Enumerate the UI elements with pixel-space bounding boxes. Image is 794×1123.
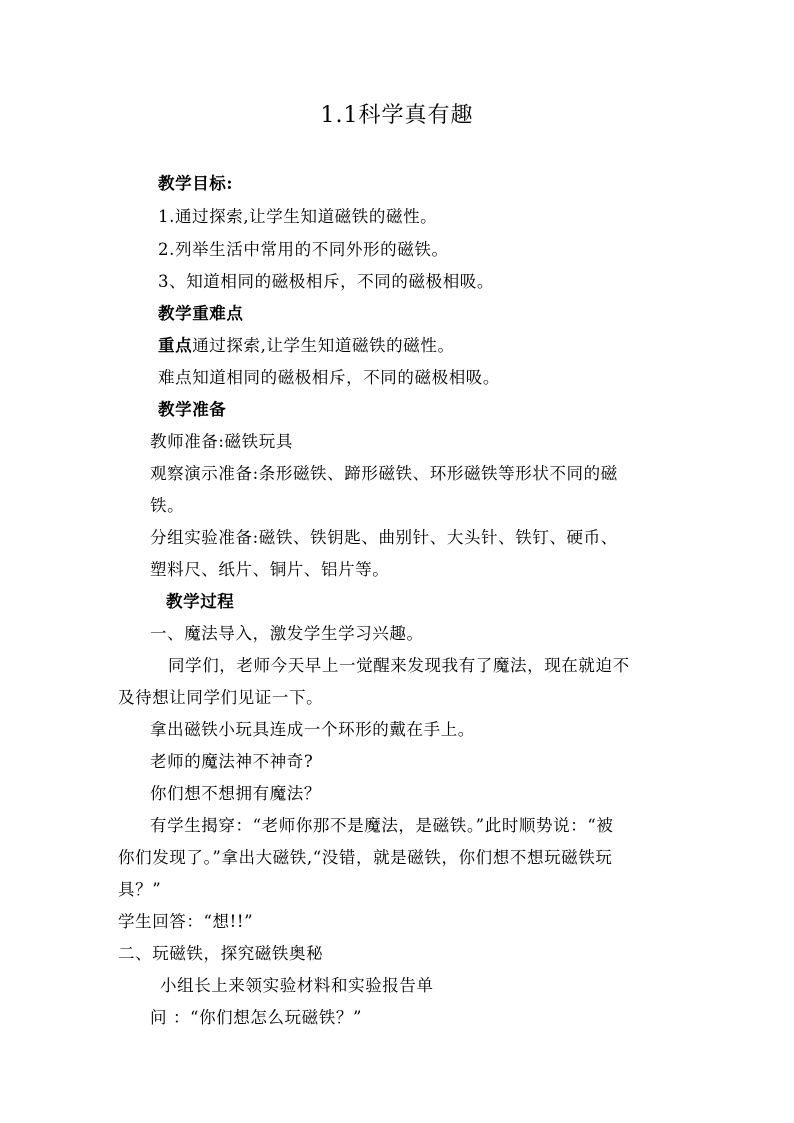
demo-preparation-line2: 铁。 — [150, 496, 185, 515]
paragraph-1-line2: 及待想让同学们见证一下。 — [118, 688, 324, 707]
paragraph-3: 老师的魔法神不神奇? — [150, 752, 314, 771]
paragraph-4: 你们想不想拥有魔法？ — [150, 784, 321, 803]
preparation-heading: 教学准备 — [158, 400, 227, 419]
section-2-heading: 二、玩磁铁，探究磁铁奥秘 — [118, 944, 324, 963]
objectives-heading: 教学目标: — [158, 174, 234, 193]
paragraph-6: 学生回答：“想!!” — [118, 912, 254, 931]
difficult-point: 难点知道相同的磁极相斥，不同的磁极相吸。 — [158, 368, 500, 387]
paragraph-5-line2: 你们发现了。”拿出大磁铁,“没错，就是磁铁，你们想不想玩磁铁玩 — [118, 848, 613, 867]
paragraph-5-line1: 有学生揭穿：“老师你那不是魔法，是磁铁。”此时顺势说：“被 — [150, 816, 614, 835]
paragraph-8: 问 ：“你们想怎么玩磁铁？” — [150, 1008, 363, 1027]
key-points-heading: 教学重难点 — [158, 304, 244, 323]
objective-item-2: 2.列举生活中常用的不同外形的磁铁。 — [158, 240, 449, 259]
objective-item-3: 3、知道相同的磁极相斥，不同的磁极相吸。 — [158, 272, 494, 291]
paragraph-5-line3: 具？” — [118, 880, 162, 899]
paragraph-2: 拿出磁铁小玩具连成一个环形的戴在手上。 — [150, 720, 475, 739]
key-point-line — [158, 332, 455, 356]
paragraph-7: 小组长上来领实验材料和实验报告单 — [160, 976, 434, 995]
objective-item-1: 1.通过探索,让学生知道磁铁的磁性。 — [158, 207, 438, 226]
process-heading: 教学过程 — [166, 592, 235, 611]
group-preparation-line2: 塑料尺、纸片、铜片、铝片等。 — [150, 560, 390, 579]
key-point-label: 重点 — [158, 336, 193, 355]
key-point-text: 通过探索,让学生知道磁铁的磁性。 — [192, 336, 455, 355]
demo-preparation-line1: 观察演示准备:条形磁铁、蹄形磁铁、环形磁铁等形状不同的磁 — [150, 464, 618, 483]
group-preparation-line1: 分组实验准备:磁铁、铁钥匙、曲别针、大头针、铁钉、硬币、 — [150, 528, 618, 547]
page-title: 1.1科学真有趣 — [320, 103, 474, 128]
paragraph-1-line1: 同学们，老师今天早上一觉醒来发现我有了魔法，现在就迫不 — [168, 656, 630, 675]
section-1-heading: 一、魔法导入，激发学生学习兴趣。 — [150, 624, 424, 643]
teacher-preparation: 教师准备:磁铁玩具 — [150, 432, 293, 451]
